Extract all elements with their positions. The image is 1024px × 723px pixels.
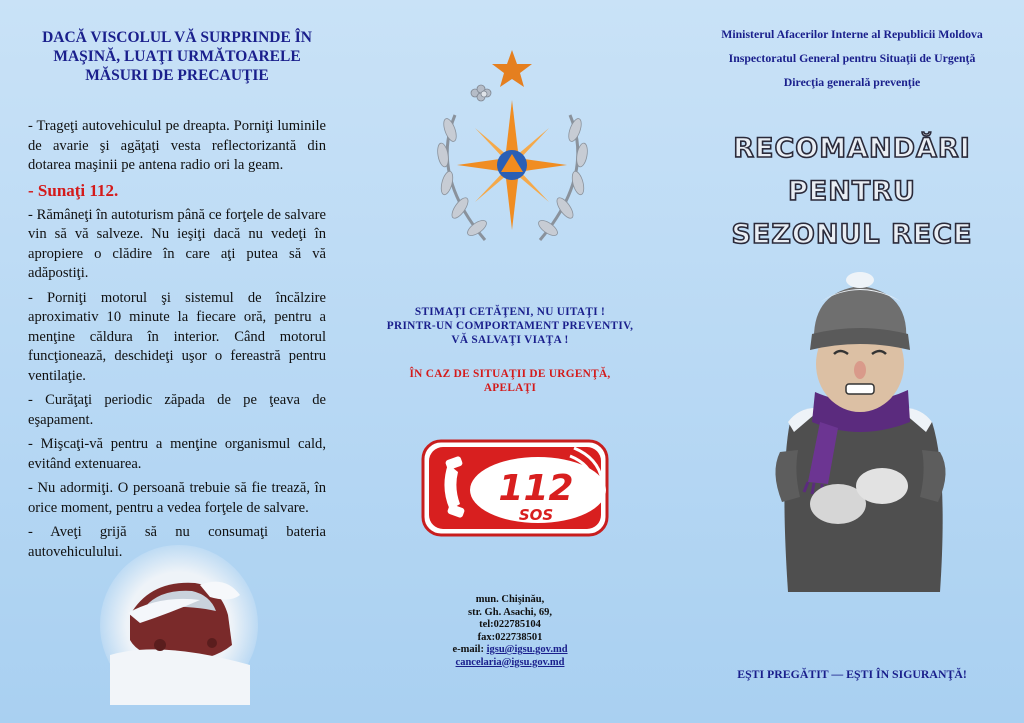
emergency-line-1: ÎN CAZ DE SITUAŢII DE URGENŢĂ,: [409, 368, 611, 380]
tip-call-112: - Sunaţi 112.: [28, 180, 119, 200]
address-phone: tel:022785104: [479, 619, 541, 630]
contact-address: [400, 594, 620, 669]
sos-112-badge: [420, 438, 610, 538]
tip-keep-moving: - Mişcaţi-vă pentru a menţine organismul cald, evitând extenuarea.: [28, 436, 326, 472]
middle-panel: [340, 0, 680, 723]
sos-number: 112: [498, 468, 574, 509]
appeal-line-1: STIMAŢI CETĂŢENI, NU UITAŢI !: [414, 306, 606, 318]
email-link-cancelaria[interactable]: cancelaria@igsu.gov.md: [455, 656, 565, 668]
appeal-line-3: VĂ SALVAŢI VIAŢA !: [451, 334, 569, 346]
address-fax: fax:022738501: [477, 631, 543, 643]
org-inspectorate: Inspectoratul General pentru Situaţii de Urgenţă: [728, 51, 976, 65]
emergency-text: [350, 367, 670, 395]
tip-clear-exhaust: - Curăţaţi periodic zăpada de pe ţeava de eşapament.: [28, 392, 326, 428]
tip-stay-awake: - Nu adormiţi. O persoană trebuie să fie trează, în orice moment, pentru a vedea forţele de salvare.: [28, 480, 326, 516]
organization-header: [680, 22, 1024, 94]
address-city: mun. Chişinău,: [475, 594, 545, 605]
igsu-emblem-icon: [415, 45, 610, 270]
title-line-3: SEZONUL RECE: [731, 219, 973, 250]
appeal-text: [350, 305, 670, 347]
emergency-line-2: APELAŢI: [483, 382, 537, 394]
brochure-title: [680, 127, 1024, 256]
address-street: str. Gh. Asachi, 69,: [468, 606, 552, 618]
blizzard-title: DACĂ VISCOLUL VĂ SURPRINDE ÎN MAŞINĂ, LUAŢI URMĂTOARELE MĂSURI DE PRECAUŢIE: [42, 29, 312, 84]
tip-engine-heating: - Porniţi motorul şi sistemul de încălzire aproximativ 10 minute la fiecare oră, pentru a menţine căldura în interior. Când motorul funcţionează, deschideţi uşor o fereastră pentru ventilaţie.: [28, 289, 326, 384]
cold-man-illustration: [760, 272, 960, 602]
title-line-2: PENTRU: [788, 176, 916, 207]
org-ministry: Ministerul Afacerilor Interne al Republicii Moldova: [721, 27, 983, 41]
email-label: e-mail:: [452, 644, 484, 655]
sos-label: SOS: [518, 506, 554, 524]
appeal-line-2: PRINTR-UN COMPORTAMENT PREVENTIV,: [386, 320, 634, 332]
right-panel: [680, 0, 1024, 723]
org-directorate: Direcţia generală prevenţie: [783, 75, 921, 89]
tip-hazard-lights: - Trageţi autovehiculul pe dreapta. Porniţi luminile de avarie şi agăţaţi vesta reflectorizantă din dotarea maşinii pe antena radio ori la geam.: [28, 118, 326, 173]
safety-slogan: EŞTI PREGĂTIT — EŞTI ÎN SIGURANŢĂ!: [737, 667, 967, 681]
email-link-igsu[interactable]: igsu@igsu.gov.md: [486, 644, 568, 655]
address-email-line: [400, 644, 620, 657]
tip-battery: - Aveţi grijă să nu consumaţi bateria autovehiculului.: [28, 524, 326, 560]
title-line-1: RECOMANDĂRI: [733, 133, 971, 164]
snow-car-photo: [100, 545, 258, 705]
tip-stay-in-car: - Rămâneţi în autoturism până ce forţele de salvare vin să vă salveze. Nu ieşiţi dacă nu vedeţi în apropiere o clădire în care aţi putea să vă adăpostiţi.: [28, 206, 326, 281]
